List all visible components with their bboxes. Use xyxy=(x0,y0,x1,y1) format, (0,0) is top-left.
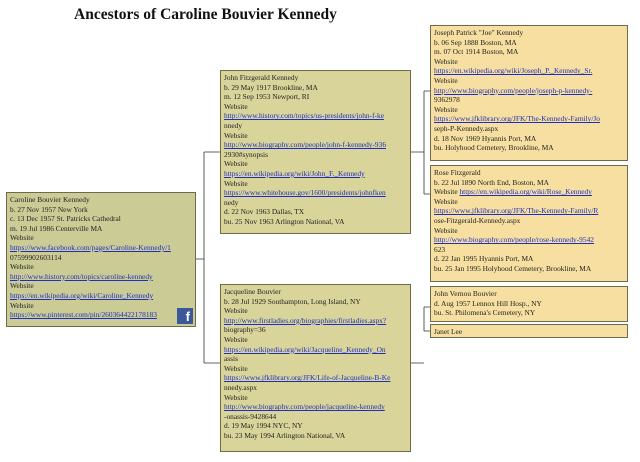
person-detail: Website xyxy=(224,306,248,316)
person-name: Caroline Bouvier Kennedy xyxy=(10,195,90,204)
person-detail: d. 22 Nov 1963 Dallas, TX xyxy=(224,207,305,217)
facebook-icon[interactable]: f xyxy=(177,308,193,324)
person-detail: m. 12 Sep 1953 Newport, RI xyxy=(224,92,310,102)
website-link[interactable]: http://www.biography.com/people/rose-kennedy-9542 xyxy=(434,235,594,245)
website-link[interactable]: https://www.jfklibrary.org/JFK/The-Kennedy-Family/Jo xyxy=(434,114,600,124)
connector-jackie-parents xyxy=(411,307,430,363)
person-detail: 2930#synopsis xyxy=(224,149,268,159)
person-detail: m. 19 Jul 1986 Centerville MA xyxy=(10,223,103,233)
person-box-janet-lee xyxy=(430,324,628,338)
person-detail: Website xyxy=(224,159,248,169)
person-detail: b. 29 May 1917 Brookline, MA xyxy=(224,82,318,92)
website-link[interactable]: http://www.history.com/topics/us-presidents/john-f-ke xyxy=(224,111,384,121)
person-detail: b. 28 Jul 1929 Southampton, Long Island, NY xyxy=(224,296,361,306)
website-link[interactable]: https://en.wikipedia.org/wiki/Rose_Kennedy xyxy=(459,187,592,197)
person-detail: nnedy.aspx xyxy=(224,382,257,392)
person-detail: d. Aug 1957 Lennox Hill Hosp., NY xyxy=(434,298,542,308)
person-detail: biography=36 xyxy=(224,325,266,335)
person-detail: bu. 23 May 1994 Arlington National, VA xyxy=(224,430,346,440)
website-link[interactable]: https://www.whitehouse.gov/1600/presidents/johnfken xyxy=(224,188,386,198)
website-link[interactable]: https://en.wikipedia.org/wiki/Joseph_P._Kennedy_Sr. xyxy=(434,66,593,76)
person-detail: 07599902603114 xyxy=(10,252,62,262)
person-detail: d. 19 May 1994 NYC, NY xyxy=(224,421,303,431)
website-link[interactable]: http://www.history.com/topics/caroline-kennedy xyxy=(10,271,153,281)
person-name: Rose Fitzgerald xyxy=(434,168,481,177)
website-link[interactable]: http://www.firstladies.org/biographies/firstladies.aspx? xyxy=(224,315,387,325)
website-link[interactable]: https://www.jfklibrary.org/JFK/Life-of-Jacqueline-B-Ke xyxy=(224,373,391,383)
person-detail: Website xyxy=(224,363,248,373)
person-detail: Website xyxy=(224,334,248,344)
person-detail: assis xyxy=(224,354,238,364)
person-detail: Website xyxy=(224,130,248,140)
website-link[interactable]: http://www.biography.com/people/joseph-p-kennedy- xyxy=(434,85,593,95)
person-detail: b. 27 Nov 1957 New York xyxy=(10,204,88,214)
person-name: Joseph Patrick "Joe" Kennedy xyxy=(434,28,524,37)
person-detail: bu. Holyhood Cemetery, Brookline, MA xyxy=(434,143,554,153)
person-box-rose-fitzgerald xyxy=(430,165,628,282)
person-box-john-f-kennedy xyxy=(220,70,411,234)
person-name: Jacqueline Bouvier xyxy=(224,287,281,296)
person-detail: d. 18 Nov 1969 Hyannis Port, MA xyxy=(434,133,537,143)
person-box-joseph-p-kennedy xyxy=(430,25,628,161)
person-detail: b. 22 Jul 1890 North End, Boston, MA xyxy=(434,177,549,187)
person-detail: nedy xyxy=(224,197,239,207)
person-detail: b. 06 Sep 1888 Boston, MA xyxy=(434,37,517,47)
person-detail: ose-Fitzgerald-Kennedy.aspx xyxy=(434,215,521,225)
person-detail: Website xyxy=(10,233,34,243)
person-detail: seph-P-Kennedy.aspx xyxy=(434,123,499,133)
person-detail: Website xyxy=(434,104,458,114)
website-link[interactable]: https://en.wikipedia.org/wiki/Caroline_Kennedy xyxy=(10,290,154,300)
website-link[interactable]: http://www.biography.com/people/john-f-kennedy-936 xyxy=(224,140,387,150)
website-link[interactable]: https://www.jfklibrary.org/JFK/The-Kennedy-Family/R xyxy=(434,206,599,216)
website-link[interactable]: https://en.wikipedia.org/wiki/John_F._Kennedy xyxy=(224,168,365,178)
person-name: John Fitzgerald Kennedy xyxy=(224,73,299,82)
person-box-john-vernou-bouvier xyxy=(430,286,628,322)
connector-jfk-parents xyxy=(411,91,430,194)
person-detail: Website xyxy=(10,281,34,291)
person-detail: Website xyxy=(224,178,248,188)
person-detail: Website xyxy=(10,300,34,310)
person-detail: Website xyxy=(224,101,248,111)
person-detail: nnedy xyxy=(224,120,243,130)
person-name: John Vernou Bouvier xyxy=(434,289,497,298)
person-detail: Website xyxy=(434,196,458,206)
person-detail: c. 13 Dec 1957 St. Patricks Cathedral xyxy=(10,214,121,224)
person-detail: Website xyxy=(224,392,248,402)
person-detail: Website xyxy=(434,56,458,66)
person-detail: -onassis-9428644 xyxy=(224,411,277,421)
person-detail: Website xyxy=(434,225,458,235)
person-detail: bu. 25 Nov 1963 Arlington National, VA xyxy=(224,216,345,226)
person-box-caroline xyxy=(6,192,196,327)
person-detail: 9362978 xyxy=(434,95,460,105)
person-detail: Website xyxy=(434,75,458,85)
person-detail: Website xyxy=(10,262,34,272)
person-detail: m. 07 Oct 1914 Boston, MA xyxy=(434,47,519,57)
website-link[interactable]: https://www.facebook.com/pages/Caroline-Kennedy/1 xyxy=(10,242,171,252)
person-detail: bu. St. Philomena's Cemetery, NY xyxy=(434,308,536,318)
person-detail: 623 xyxy=(434,244,446,254)
person-detail: Website https://en.wikipedia.org/wiki/Rose_Kennedy xyxy=(434,187,592,197)
person-detail: d. 22 Jan 1995 Hyannis Port, MA xyxy=(434,254,534,264)
website-link[interactable]: https://www.pinterest.com/pin/260364422178183 xyxy=(10,310,157,320)
person-detail: bu. 25 Jan 1995 Holyhood Cemetery, Brookline, MA xyxy=(434,263,592,273)
website-link[interactable]: https://en.wikipedia.org/wiki/Jacqueline_Kennedy_On xyxy=(224,344,386,354)
person-box-jacqueline-bouvier xyxy=(220,284,411,452)
page-title: Ancestors of Caroline Bouvier Kennedy xyxy=(74,6,337,23)
person-name: Janet Lee xyxy=(434,327,463,336)
website-link[interactable]: http://www.biography.com/people/jacqueline-kennedy xyxy=(224,402,385,412)
